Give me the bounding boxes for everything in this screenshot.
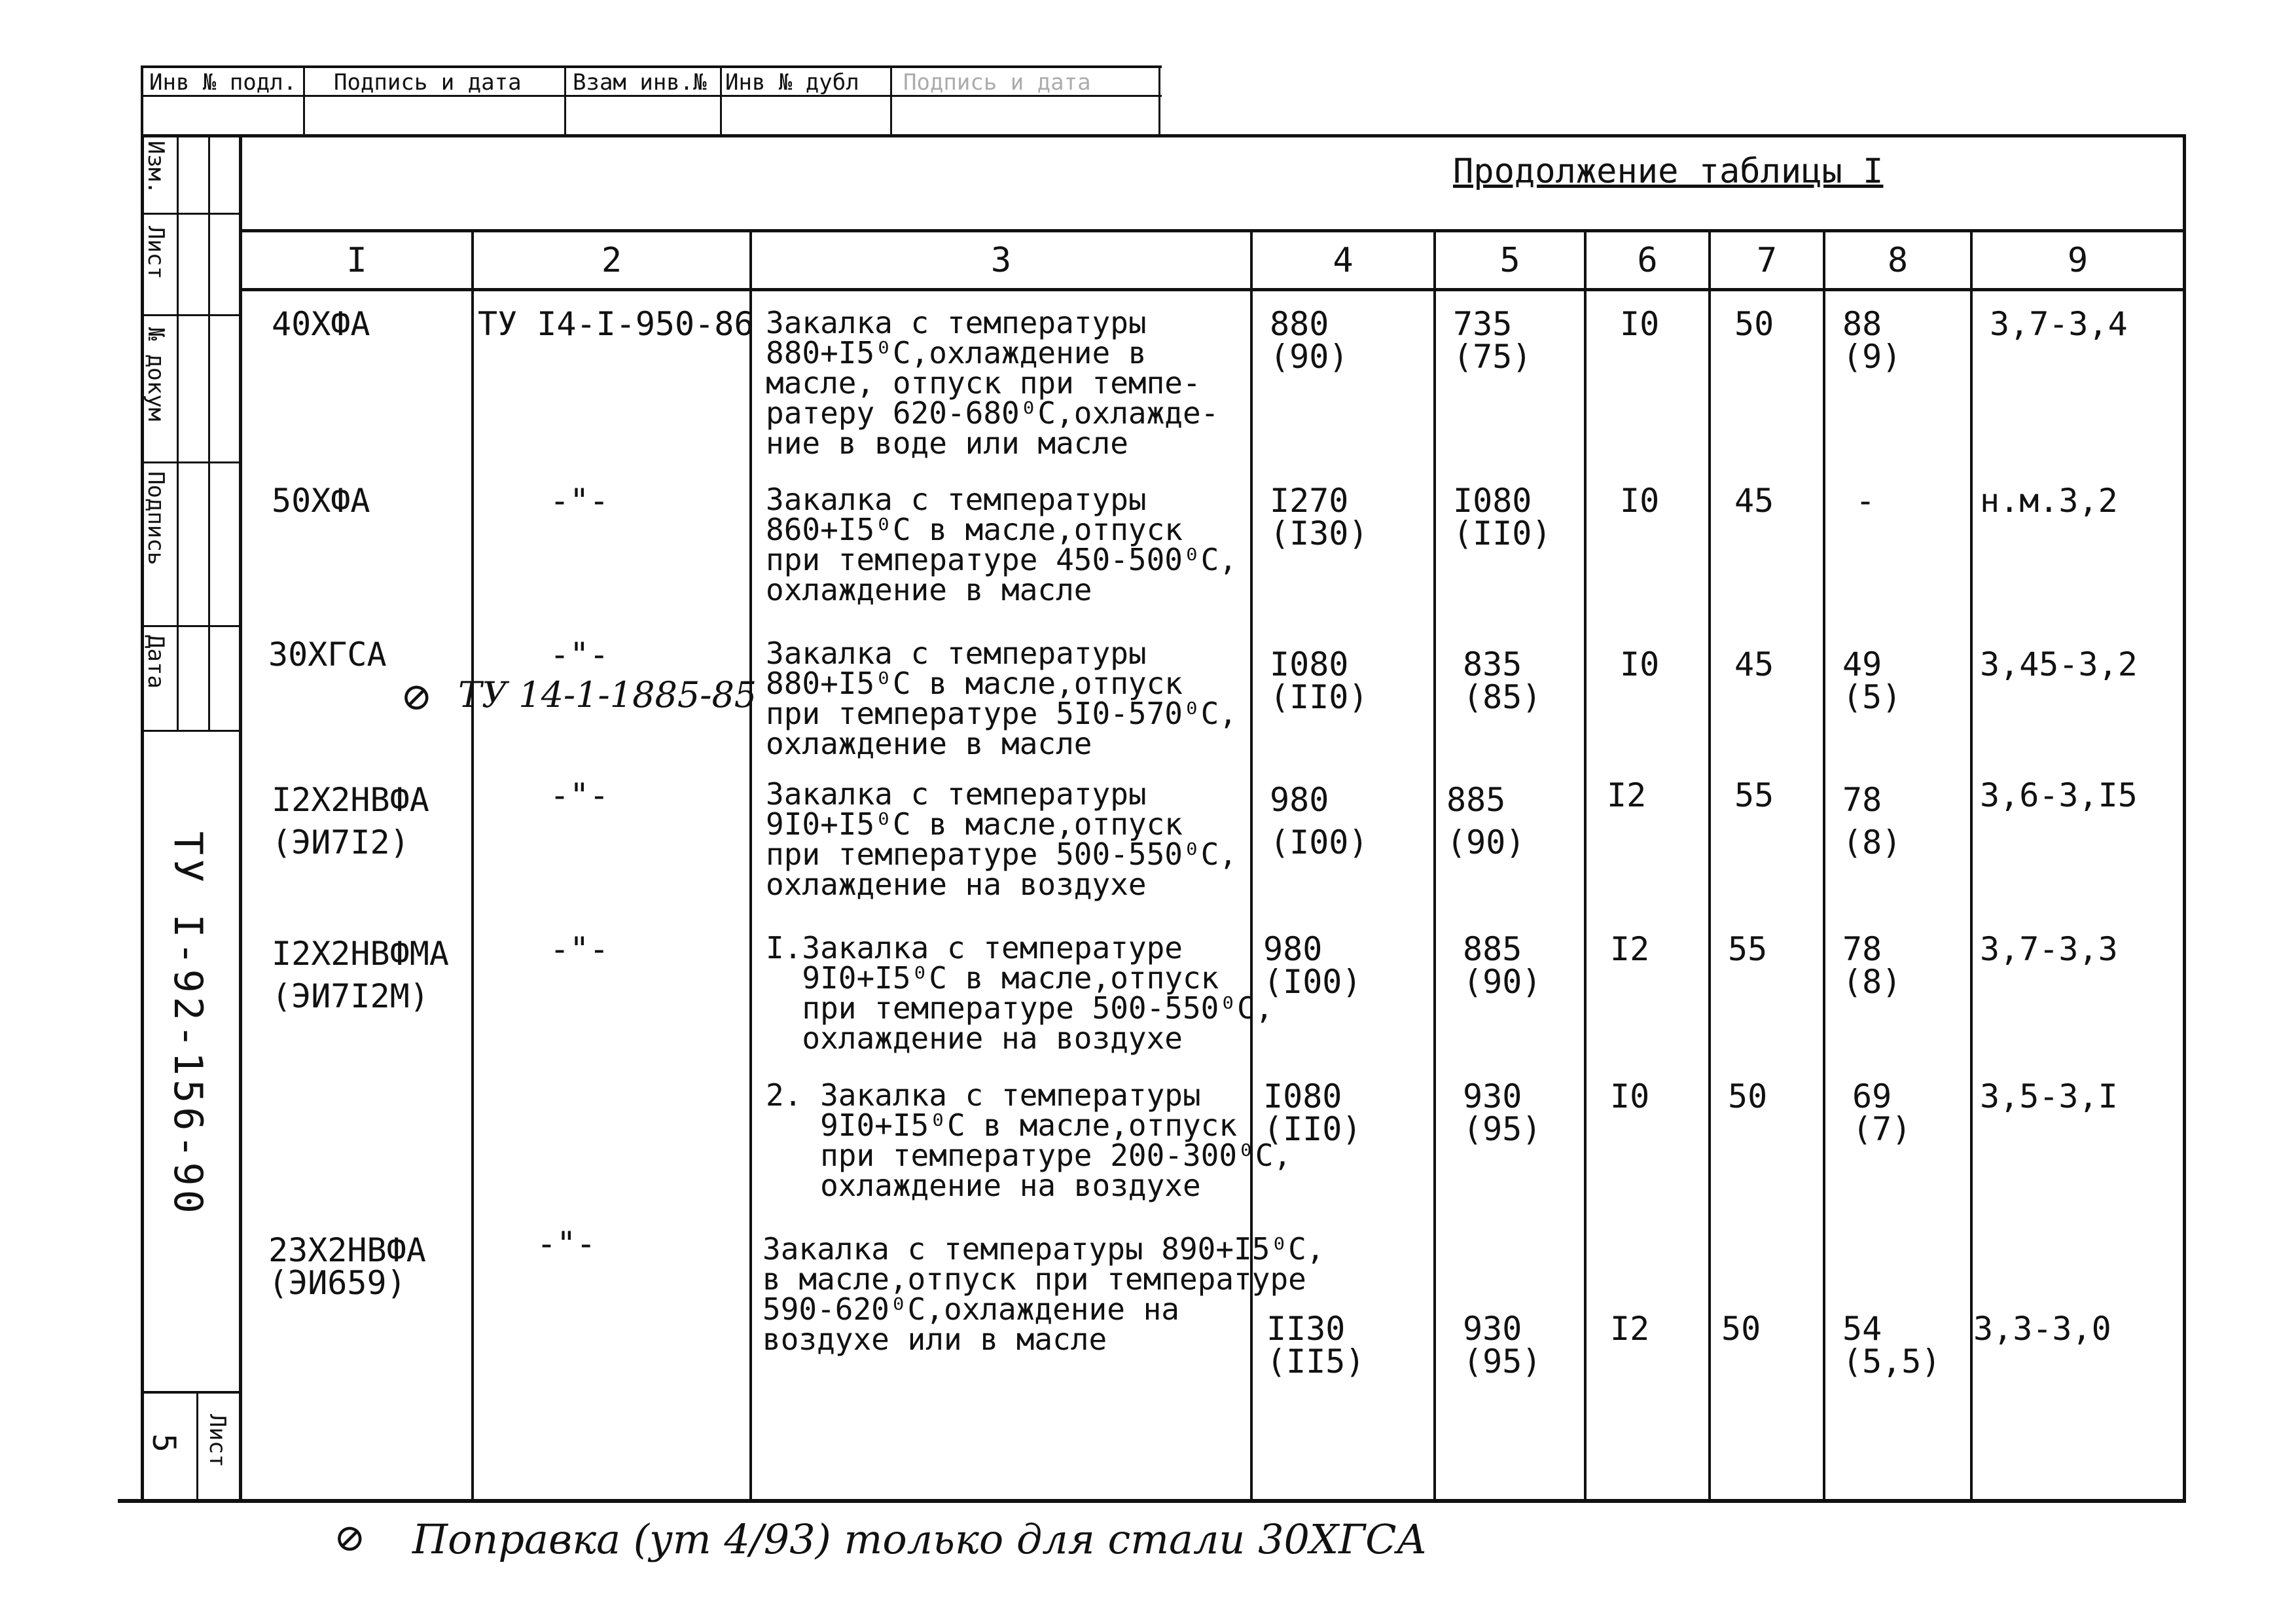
col4-value: I080 (II0) — [1263, 1077, 1362, 1148]
col4-value: 880 (90) — [1270, 305, 1349, 376]
col6-value: I0 — [1620, 305, 1660, 343]
col8-value: 49 (5) — [1842, 645, 1902, 716]
steel-grade: 23Х2НВФА (ЭИ659) — [268, 1231, 426, 1302]
col9-value: 3,45-3,2 — [1980, 645, 2138, 683]
column-number: 8 — [1887, 241, 1909, 280]
standard: -"- — [550, 636, 609, 674]
col5-value: 885 (90) — [1446, 781, 1526, 861]
handwritten-footnote: Поправка (ут 4/93) только для стали 30ХГСА — [412, 1515, 1427, 1563]
column-number: 5 — [1499, 241, 1520, 280]
col7-value: 55 — [1734, 776, 1774, 814]
col8-value: 78 (8) — [1842, 930, 1902, 1001]
col9-value: 3,5-3,I — [1980, 1077, 2118, 1115]
stamp-label: Подпись и дата — [903, 69, 1091, 96]
standard: -"- — [550, 776, 609, 814]
circle-mark: ⊘ — [334, 1515, 366, 1560]
standard: -"- — [550, 482, 609, 520]
side-label: Изм. — [143, 141, 169, 194]
column-number: 2 — [601, 241, 622, 280]
steel-grade: I2Х2НВФМА (ЭИ7I2М) — [272, 935, 449, 1015]
col5-value: 835 (85) — [1463, 645, 1542, 716]
sheet-label: Лист — [204, 1414, 230, 1468]
col4-value: I270 (I30) — [1270, 482, 1369, 552]
heat-treatment: Закалка с температуры 880+I5⁰С в масле,отпуск при температуре 5I0-570⁰С, охлаждение в масле — [766, 636, 1238, 761]
col4-value: II30 (II5) — [1266, 1310, 1365, 1380]
col7-value: 50 — [1728, 1077, 1768, 1115]
col5-value: I080 (II0) — [1453, 482, 1552, 552]
col6-value: I0 — [1620, 482, 1660, 520]
steel-grade: I2Х2НВФА (ЭИ7I2) — [272, 781, 429, 861]
col8-value: 78 (8) — [1842, 781, 1902, 861]
col6-value: I2 — [1607, 776, 1647, 814]
col8-value: 54 (5,5) — [1842, 1310, 1941, 1380]
col9-value: 3,6-3,I5 — [1980, 776, 2138, 814]
heat-treatment: Закалка с температуры 9I0+I5⁰С в масле,отпуск при температуре 500-550⁰С, охлаждение на воздухе — [766, 776, 1238, 902]
col7-value: 55 — [1728, 930, 1768, 968]
col8-value: 88 (9) — [1842, 305, 1902, 376]
col9-value: н.м.3,2 — [1980, 482, 2118, 520]
doc-number: ТУ I-92-156-90 — [165, 831, 211, 1218]
col9-value: 3,3-3,0 — [1973, 1310, 2111, 1348]
heat-treatment: Закалка с температуры 890+I5⁰С, в масле,отпуск при температуре 590-620⁰С,охлаждение на воздухе или в масле — [762, 1231, 1325, 1357]
side-label: Дата — [143, 635, 169, 689]
heat-treatment: Закалка с температуры 880+I5⁰С,охлаждение в масле, отпуск при темпе- ратеру 620-680⁰С,охлажде- ние в воде или масле — [766, 305, 1219, 461]
col5-value: 930 (95) — [1463, 1310, 1542, 1380]
heat-treatment: 2. Закалка с температуры 9I0+I5⁰С в масле,отпуск при температуре 200-300⁰С, охлаждение на воздухе — [766, 1077, 1292, 1203]
col7-value: 45 — [1734, 482, 1774, 520]
col9-value: 3,7-3,3 — [1980, 930, 2118, 968]
steel-grade: 30ХГСА — [268, 636, 387, 674]
column-number: 4 — [1333, 241, 1354, 280]
standard: -"- — [537, 1225, 596, 1263]
col7-value: 50 — [1721, 1310, 1761, 1348]
side-label: № докум — [143, 327, 169, 422]
circle-mark: ⊘ — [401, 674, 433, 719]
stamp-label: Инв № дубл — [725, 69, 859, 96]
column-number: I — [346, 241, 367, 280]
col9-value: 3,7-3,4 — [1990, 305, 2128, 343]
col5-value: 930 (95) — [1463, 1077, 1542, 1148]
stamp-label: Взам инв.№ — [573, 69, 707, 96]
inline-correction: ТУ 14-1-1885-85 — [458, 674, 757, 715]
col8-value: 69 (7) — [1852, 1077, 1912, 1148]
heat-treatment: Закалка с температуры 860+I5⁰С в масле,отпуск при температуре 450-500⁰С, охлаждение в масле — [766, 482, 1238, 607]
column-number: 9 — [2067, 241, 2089, 280]
steel-grade: 40ХФА — [272, 305, 370, 343]
side-label: Лист — [143, 226, 169, 280]
table-title: Продолжение таблицы I — [1453, 152, 1884, 191]
side-label: Подпись — [143, 471, 169, 566]
col5-value: 735 (75) — [1453, 305, 1532, 376]
steel-grade: 50ХФА — [272, 482, 370, 520]
col5-value: 885 (90) — [1463, 930, 1542, 1001]
col4-value: 980 (I00) — [1263, 930, 1362, 1001]
col6-value: I0 — [1620, 645, 1660, 683]
standard: -"- — [550, 930, 609, 968]
col6-value: I2 — [1610, 930, 1650, 968]
stamp-label: Подпись и дата — [334, 69, 522, 96]
col6-value: I2 — [1610, 1310, 1650, 1348]
col6-value: I0 — [1610, 1077, 1650, 1115]
col7-value: 50 — [1734, 305, 1774, 343]
standard: ТУ I4-I-950-86 — [478, 305, 754, 343]
heat-treatment: I.Закалка с температуре 9I0+I5⁰С в масле,отпуск при температуре 500-550⁰С, охлаждение на воздухе — [766, 930, 1274, 1056]
sheet-number: 5 — [145, 1434, 182, 1453]
column-number: 6 — [1637, 241, 1658, 280]
column-number: 7 — [1756, 241, 1778, 280]
col8-value: - — [1856, 482, 1876, 520]
col4-value: I080 (II0) — [1270, 645, 1369, 716]
col4-value: 980 (I00) — [1270, 781, 1369, 861]
stamp-label: Инв № подл. — [149, 69, 297, 96]
col7-value: 45 — [1734, 645, 1774, 683]
column-number: 3 — [990, 241, 1012, 280]
